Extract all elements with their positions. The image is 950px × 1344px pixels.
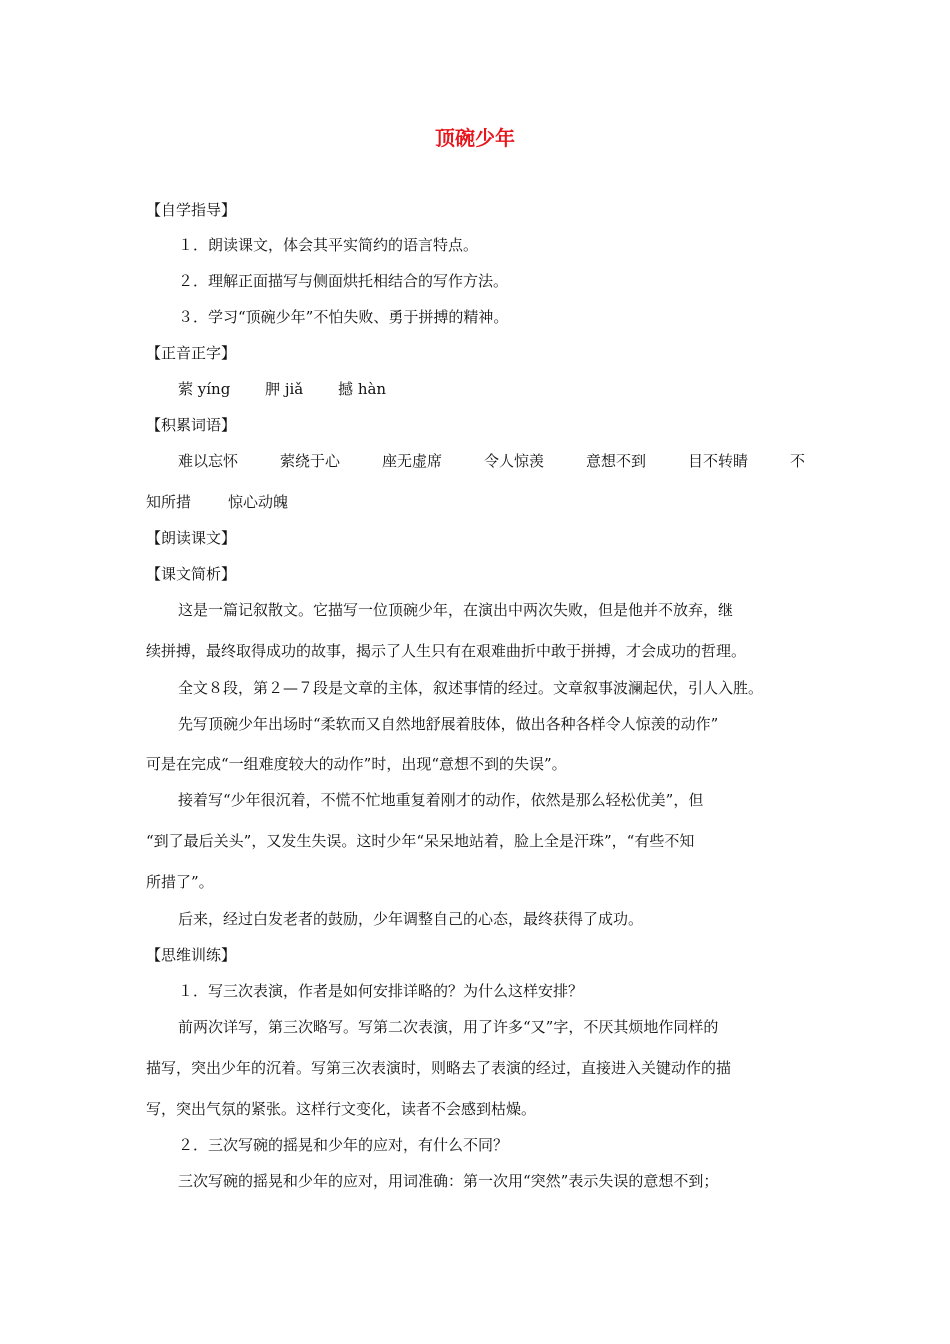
analysis-line: 先写顶碗少年出场时“柔软而又自然地舒展着肢体，做出各种各样令人惊羡的动作” (178, 715, 719, 733)
thinking-line: 描写，突出少年的沉着。写第三次表演时，则略去了表演的经过，直接进入关键动作的描 (146, 1059, 732, 1077)
thinking-line: 写，突出气氛的紧张。这样行文变化，读者不会感到枯燥。 (146, 1100, 537, 1118)
analysis-line: 接着写“少年很沉着，不慌不忙地重复着刚才的动作，依然是那么轻松优美”，但 (178, 791, 704, 809)
section-heading-vocabulary: 【积累词语】 (146, 416, 237, 434)
pinyin-item: 胛 jiǎ (265, 380, 304, 398)
section-heading-guide: 【自学指导】 (146, 201, 237, 219)
thinking-line: 前两次详写，第三次略写。写第二次表演，用了许多“又”字，不厌其烦地作同样的 (178, 1018, 719, 1036)
thinking-line: １．写三次表演，作者是如何安排详略的？为什么这样安排？ (178, 982, 584, 1000)
vocab-item: 知所措 (146, 493, 192, 511)
guide-item: ２．理解正面描写与侧面烘托相结合的写作方法。 (178, 272, 509, 290)
vocab-item: 萦绕于心 (280, 452, 341, 470)
guide-item: １．朗读课文，体会其平实简约的语言特点。 (178, 236, 479, 254)
page-title: 顶碗少年 (435, 126, 515, 150)
vocab-item: 座无虚席 (382, 452, 443, 470)
thinking-line: 三次写碗的摇晃和少年的应对，用词准确：第一次用“突然”表示失误的意想不到； (178, 1172, 719, 1190)
pinyin-item: 萦 yíng (178, 380, 231, 398)
section-heading-analysis: 【课文简析】 (146, 565, 237, 583)
analysis-line: 所措了”。 (146, 873, 214, 891)
section-heading-reading: 【朗读课文】 (146, 529, 237, 547)
vocab-item: 不 (790, 452, 806, 470)
analysis-line: 后来，经过白发老者的鼓励，少年调整自己的心态，最终获得了成功。 (178, 910, 644, 928)
analysis-line: 续拼搏，最终取得成功的故事，揭示了人生只有在艰难曲折中敢于拼搏，才会成功的哲理。 (146, 642, 747, 660)
analysis-line: 可是在完成“一组难度较大的动作”时，出现“意想不到的失误”。 (146, 755, 567, 773)
vocab-item: 令人惊羡 (484, 452, 545, 470)
analysis-line: 全文８段，第２—７段是文章的主体，叙述事情的经过。文章叙事波澜起伏，引人入胜。 (178, 679, 764, 697)
pinyin-item: 撼 hàn (338, 380, 387, 398)
vocab-item: 难以忘怀 (178, 452, 239, 470)
thinking-line: ２．三次写碗的摇晃和少年的应对，有什么不同？ (178, 1136, 509, 1154)
vocab-item: 惊心动魄 (228, 493, 289, 511)
vocab-item: 意想不到 (586, 452, 647, 470)
section-heading-thinking: 【思维训练】 (146, 946, 237, 964)
vocab-item: 目不转睛 (688, 452, 749, 470)
section-heading-pronunciation: 【正音正字】 (146, 344, 237, 362)
analysis-line: “到了最后关头”，又发生失误。这时少年“呆呆地站着，脸上全是汗珠”，“有些不知 (146, 832, 695, 850)
analysis-line: 这是一篇记叙散文。它描写一位顶碗少年，在演出中两次失败，但是他并不放弃，继 (178, 601, 734, 619)
pronunciation-row (178, 379, 416, 399)
guide-item: ３．学习“顶碗少年”不怕失败、勇于拼搏的精神。 (178, 308, 509, 326)
